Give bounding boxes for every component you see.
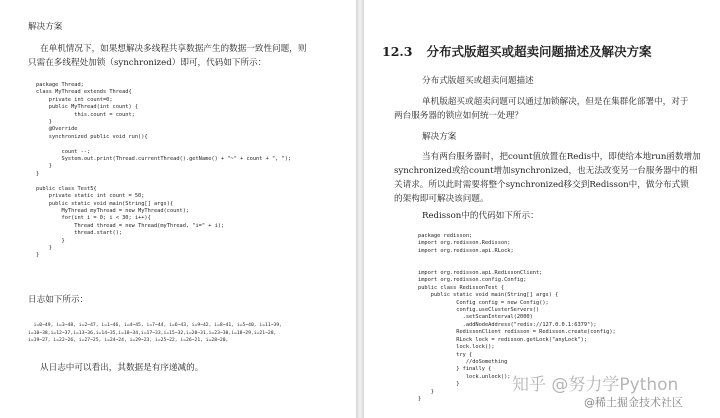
conclusion-text: 从日志中可以看出，其数据是有序递减的。 (40, 363, 204, 373)
section-heading (382, 42, 651, 60)
code-block: package Thread; class MyThread extends Thread{ private int count=0; public MyThread(int count) { this.count = count; } @Override synchronized public void run(){ count --; System.out.print(Thread.currentThread().getName() + "~" + count + ", "); } } public class Test5{ private static int count = 50; public static void main(String[] args){ MyThread myThread = new MyThread(count); for(int i = 0; i < 30; i++){ Thread thread = new Thread(myThread, "i=" + i); thread.start(); } } } (36, 82, 292, 259)
section-heading-text: 分布式版超买或超卖问题描述及解决方案 (426, 44, 652, 59)
paragraph-line: 关请求。所以此时需要将整个synchronized移交到Redisson中，做分布式锁 (394, 180, 689, 190)
code-intro: Redisson中的代码如下所示： (422, 211, 539, 221)
paragraph-line: 的架构即可解决该问题。 (394, 194, 489, 204)
paragraph-line: 当有两台服务器时，把count值放置在Redis中，即使给本地run函数增加 (422, 152, 701, 162)
watermark-zhihu: 知乎 @努力学Python (512, 375, 679, 395)
section-number: 12.3 (382, 44, 413, 59)
subheading: 分布式版超买或超卖问题描述 (422, 76, 534, 86)
log-output: i=0~49, i=3~48, i=2~47, i=1~46, i=4~45, i=7~44, i=6~43, i=9~42, i=8~41, i=5~40, i=11~39, i=10~38,i=12~37,i=13~36,i=14~35,i=18~34,i=17~33,i=15~32,i=20~31,i=23~30,i=18~29,i=21~28, i=19~27, i=22~26, i=27~25, i=24~24, i=29~23, i=25~22, i=26~21, i=28~20, (28, 323, 282, 344)
paragraph-line: synchronized或给count增加synchronized，也无法改变另一台服务器中的相 (394, 166, 698, 176)
watermark-juejin: @稀土掘金技术社区 (584, 396, 683, 409)
left-page (0, 0, 356, 418)
paragraph-line: 两台服务器的锁应如何统一处理？ (394, 111, 523, 121)
paragraph-line: 只需在多线程处加锁（synchronized）即可，代码如下所示： (28, 58, 267, 68)
paragraph-line: 单机版超买或超卖问题可以通过加锁解决，但是在集群化部署中，对于 (422, 97, 689, 107)
paragraph-line: 在单机情况下，如果想解决多线程共享数据产生的数据一致性问题，则 (40, 44, 307, 54)
section-title: 解决方案 (28, 22, 63, 32)
right-page (364, 0, 720, 418)
book-gutter (356, 0, 364, 418)
log-title: 日志如下所示： (28, 295, 89, 305)
code-block: package redisson; import org.redisson.Redisson; import org.redisson.api.RLock; import org.redisson.api.RedissonClient; import org.redisson.config.Config; public class RedissonTest { public static void main(String[] args) { Config config = new Config(); config.useClusterServers() .setScanInterval(2000) .addNodeAddress("redis://127.0.0.1:6379"); RedissonClient redisson = Redisson.create(config); RLock lock = redisson.getLock("anyLock"); lock.lock(); try { //doSomething } finally { lock.unlock(); } } } (418, 233, 616, 402)
section-title: 解决方案 (422, 132, 457, 142)
